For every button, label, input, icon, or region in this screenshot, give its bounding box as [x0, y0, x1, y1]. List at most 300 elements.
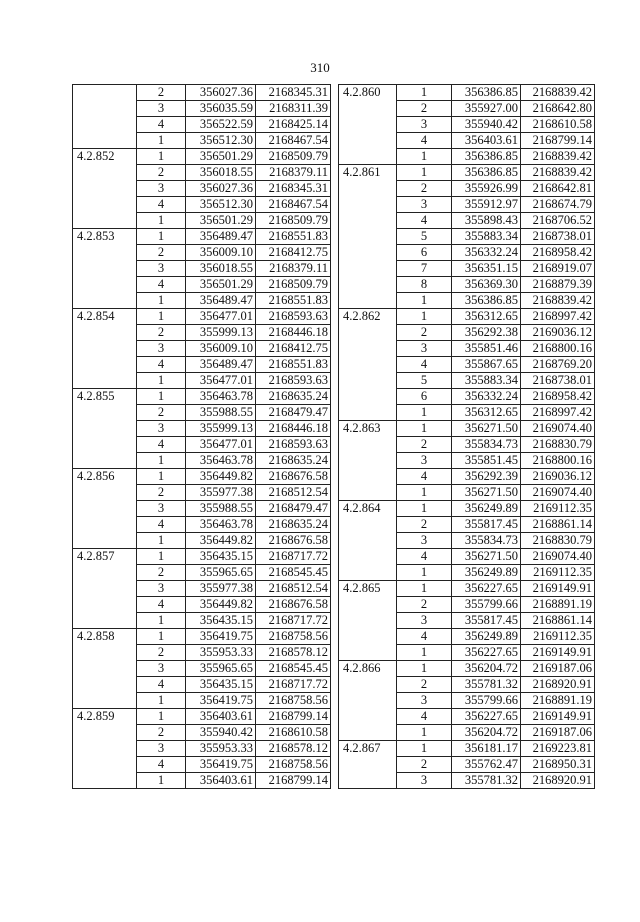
x-coordinate: 356501.29	[186, 213, 256, 229]
point-number: 1	[137, 373, 186, 389]
x-coordinate: 356463.78	[186, 389, 256, 405]
y-coordinate: 2168799.14	[521, 133, 595, 149]
section-number: 4.2.864	[339, 501, 397, 581]
point-number: 1	[137, 149, 186, 165]
x-coordinate: 356018.55	[186, 165, 256, 181]
point-number: 3	[137, 581, 186, 597]
y-coordinate: 2168379.11	[256, 261, 331, 277]
table-row	[73, 229, 331, 245]
point-number: 1	[397, 85, 452, 101]
y-coordinate: 2168509.79	[256, 149, 331, 165]
y-coordinate: 2168891.19	[521, 693, 595, 709]
x-coordinate: 355926.99	[452, 181, 521, 197]
point-number: 1	[137, 293, 186, 309]
x-coordinate: 356292.39	[452, 469, 521, 485]
x-coordinate: 356477.01	[186, 309, 256, 325]
y-coordinate: 2168879.39	[521, 277, 595, 293]
x-coordinate: 355999.13	[186, 421, 256, 437]
x-coordinate: 356204.72	[452, 725, 521, 741]
y-coordinate: 2168412.75	[256, 245, 331, 261]
x-coordinate: 355940.42	[186, 725, 256, 741]
point-number: 2	[137, 565, 186, 581]
table-row	[73, 629, 331, 645]
x-coordinate: 355999.13	[186, 325, 256, 341]
point-number: 4	[397, 629, 452, 645]
table-row	[339, 501, 595, 517]
point-number: 2	[397, 181, 452, 197]
point-number: 6	[397, 389, 452, 405]
y-coordinate: 2168830.79	[521, 533, 595, 549]
x-coordinate: 355883.34	[452, 373, 521, 389]
point-number: 3	[397, 773, 452, 789]
y-coordinate: 2168425.14	[256, 117, 331, 133]
x-coordinate: 356522.59	[186, 117, 256, 133]
y-coordinate: 2168635.24	[256, 453, 331, 469]
x-coordinate: 356512.30	[186, 133, 256, 149]
y-coordinate: 2168799.14	[256, 709, 331, 725]
table-row	[73, 149, 331, 165]
point-number: 1	[397, 149, 452, 165]
x-coordinate: 356227.65	[452, 581, 521, 597]
section-number	[73, 85, 137, 149]
point-number: 3	[137, 101, 186, 117]
point-number: 1	[397, 645, 452, 661]
y-coordinate: 2168758.56	[256, 757, 331, 773]
point-number: 4	[397, 469, 452, 485]
x-coordinate: 356312.65	[452, 309, 521, 325]
x-coordinate: 356477.01	[186, 373, 256, 389]
point-number: 1	[137, 549, 186, 565]
x-coordinate: 355834.73	[452, 437, 521, 453]
table-row	[339, 165, 595, 181]
point-number: 3	[137, 341, 186, 357]
point-number: 1	[137, 389, 186, 405]
y-coordinate: 2169223.81	[521, 741, 595, 757]
y-coordinate: 2168839.42	[521, 149, 595, 165]
y-coordinate: 2168593.63	[256, 437, 331, 453]
point-number: 1	[137, 693, 186, 709]
point-number: 1	[137, 229, 186, 245]
x-coordinate: 355953.33	[186, 741, 256, 757]
point-number: 1	[397, 581, 452, 597]
x-coordinate: 356489.47	[186, 229, 256, 245]
x-coordinate: 356332.24	[452, 245, 521, 261]
y-coordinate: 2168635.24	[256, 517, 331, 533]
point-number: 7	[397, 261, 452, 277]
x-coordinate: 356249.89	[452, 501, 521, 517]
y-coordinate: 2168839.42	[521, 293, 595, 309]
point-number: 1	[137, 213, 186, 229]
y-coordinate: 2168512.54	[256, 581, 331, 597]
point-number: 1	[397, 165, 452, 181]
y-coordinate: 2168839.42	[521, 85, 595, 101]
page-number: 310	[310, 60, 330, 75]
x-coordinate: 356009.10	[186, 245, 256, 261]
x-coordinate: 355883.34	[452, 229, 521, 245]
y-coordinate: 2168551.83	[256, 357, 331, 373]
x-coordinate: 356386.85	[452, 165, 521, 181]
point-number: 5	[397, 229, 452, 245]
point-number: 1	[397, 565, 452, 581]
x-coordinate: 355817.45	[452, 613, 521, 629]
x-coordinate: 355834.73	[452, 533, 521, 549]
section-number: 4.2.858	[73, 629, 137, 709]
x-coordinate: 355898.43	[452, 213, 521, 229]
point-number: 4	[137, 197, 186, 213]
y-coordinate: 2168997.42	[521, 405, 595, 421]
point-number: 3	[137, 501, 186, 517]
y-coordinate: 2168676.58	[256, 597, 331, 613]
x-coordinate: 356204.72	[452, 661, 521, 677]
point-number: 1	[397, 309, 452, 325]
y-coordinate: 2168674.79	[521, 197, 595, 213]
point-number: 4	[397, 213, 452, 229]
y-coordinate: 2169149.91	[521, 581, 595, 597]
point-number: 1	[137, 133, 186, 149]
point-number: 1	[137, 309, 186, 325]
y-coordinate: 2168642.80	[521, 101, 595, 117]
x-coordinate: 355851.46	[452, 341, 521, 357]
point-number: 3	[397, 613, 452, 629]
point-number: 2	[397, 101, 452, 117]
section-number: 4.2.863	[339, 421, 397, 501]
x-coordinate: 356332.24	[452, 389, 521, 405]
x-coordinate: 356463.78	[186, 453, 256, 469]
y-coordinate: 2169149.91	[521, 645, 595, 661]
point-number: 4	[137, 437, 186, 453]
table-row	[339, 309, 595, 325]
x-coordinate: 356312.65	[452, 405, 521, 421]
y-coordinate: 2168545.45	[256, 565, 331, 581]
point-number: 2	[397, 757, 452, 773]
y-coordinate: 2169112.35	[521, 629, 595, 645]
table-row	[339, 421, 595, 437]
y-coordinate: 2168446.18	[256, 325, 331, 341]
coordinates-table-left-body	[73, 85, 331, 789]
point-number: 2	[397, 597, 452, 613]
y-coordinate: 2168717.72	[256, 613, 331, 629]
point-number: 2	[397, 517, 452, 533]
point-number: 2	[137, 645, 186, 661]
x-coordinate: 356271.50	[452, 421, 521, 437]
y-coordinate: 2169149.91	[521, 709, 595, 725]
x-coordinate: 355977.38	[186, 581, 256, 597]
point-number: 2	[137, 85, 186, 101]
point-number: 1	[397, 661, 452, 677]
x-coordinate: 356035.59	[186, 101, 256, 117]
point-number: 1	[397, 485, 452, 501]
y-coordinate: 2169074.40	[521, 421, 595, 437]
y-coordinate: 2168950.31	[521, 757, 595, 773]
x-coordinate: 355927.00	[452, 101, 521, 117]
x-coordinate: 355762.47	[452, 757, 521, 773]
y-coordinate: 2168769.20	[521, 357, 595, 373]
y-coordinate: 2168593.63	[256, 373, 331, 389]
section-number: 4.2.859	[73, 709, 137, 789]
point-number: 4	[397, 549, 452, 565]
x-coordinate: 355912.97	[452, 197, 521, 213]
x-coordinate: 355867.65	[452, 357, 521, 373]
y-coordinate: 2168509.79	[256, 277, 331, 293]
y-coordinate: 2169112.35	[521, 501, 595, 517]
coordinates-table-right-body	[339, 85, 595, 789]
point-number: 4	[397, 709, 452, 725]
point-number: 2	[397, 437, 452, 453]
y-coordinate: 2169074.40	[521, 485, 595, 501]
point-number: 2	[137, 245, 186, 261]
section-number: 4.2.855	[73, 389, 137, 469]
section-number: 4.2.860	[339, 85, 397, 165]
y-coordinate: 2168578.12	[256, 645, 331, 661]
point-number: 3	[137, 421, 186, 437]
point-number: 1	[137, 613, 186, 629]
x-coordinate: 356292.38	[452, 325, 521, 341]
point-number: 1	[137, 629, 186, 645]
x-coordinate: 355977.38	[186, 485, 256, 501]
y-coordinate: 2168919.07	[521, 261, 595, 277]
point-number: 1	[137, 773, 186, 789]
x-coordinate: 356419.75	[186, 629, 256, 645]
x-coordinate: 355781.32	[452, 773, 521, 789]
y-coordinate: 2168676.58	[256, 469, 331, 485]
point-number: 1	[397, 741, 452, 757]
y-coordinate: 2168479.47	[256, 501, 331, 517]
x-coordinate: 356386.85	[452, 149, 521, 165]
section-number: 4.2.853	[73, 229, 137, 309]
x-coordinate: 356386.85	[452, 293, 521, 309]
y-coordinate: 2168345.31	[256, 85, 331, 101]
x-coordinate: 356449.82	[186, 597, 256, 613]
point-number: 4	[137, 757, 186, 773]
point-number: 4	[137, 597, 186, 613]
point-number: 4	[137, 677, 186, 693]
y-coordinate: 2169036.12	[521, 469, 595, 485]
x-coordinate: 356249.89	[452, 565, 521, 581]
x-coordinate: 356477.01	[186, 437, 256, 453]
y-coordinate: 2168676.58	[256, 533, 331, 549]
table-row	[73, 85, 331, 101]
y-coordinate: 2168467.54	[256, 133, 331, 149]
section-number: 4.2.861	[339, 165, 397, 309]
y-coordinate: 2168446.18	[256, 421, 331, 437]
table-row	[73, 389, 331, 405]
x-coordinate: 355953.33	[186, 645, 256, 661]
point-number: 8	[397, 277, 452, 293]
x-coordinate: 356449.82	[186, 469, 256, 485]
y-coordinate: 2168738.01	[521, 373, 595, 389]
x-coordinate: 356027.36	[186, 85, 256, 101]
y-coordinate: 2168467.54	[256, 197, 331, 213]
y-coordinate: 2168642.81	[521, 181, 595, 197]
point-number: 1	[137, 453, 186, 469]
point-number: 2	[137, 485, 186, 501]
y-coordinate: 2168920.91	[521, 677, 595, 693]
x-coordinate: 356181.17	[452, 741, 521, 757]
x-coordinate: 355940.42	[452, 117, 521, 133]
y-coordinate: 2168920.91	[521, 773, 595, 789]
point-number: 4	[137, 277, 186, 293]
x-coordinate: 356351.15	[452, 261, 521, 277]
y-coordinate: 2168610.58	[521, 117, 595, 133]
y-coordinate: 2168958.42	[521, 389, 595, 405]
y-coordinate: 2168509.79	[256, 213, 331, 229]
x-coordinate: 356403.61	[186, 773, 256, 789]
section-number: 4.2.856	[73, 469, 137, 549]
point-number: 1	[137, 469, 186, 485]
x-coordinate: 356009.10	[186, 341, 256, 357]
point-number: 3	[397, 197, 452, 213]
y-coordinate: 2168717.72	[256, 677, 331, 693]
point-number: 6	[397, 245, 452, 261]
x-coordinate: 355965.65	[186, 661, 256, 677]
table-row	[73, 309, 331, 325]
x-coordinate: 355988.55	[186, 501, 256, 517]
section-number: 4.2.867	[339, 741, 397, 789]
point-number: 3	[397, 341, 452, 357]
x-coordinate: 356271.50	[452, 485, 521, 501]
point-number: 3	[397, 533, 452, 549]
table-row	[339, 661, 595, 677]
y-coordinate: 2168379.11	[256, 165, 331, 181]
y-coordinate: 2168551.83	[256, 229, 331, 245]
section-number: 4.2.857	[73, 549, 137, 629]
section-number: 4.2.865	[339, 581, 397, 661]
y-coordinate: 2168512.54	[256, 485, 331, 501]
x-coordinate: 356403.61	[186, 709, 256, 725]
point-number: 1	[137, 533, 186, 549]
point-number: 1	[397, 421, 452, 437]
point-number: 2	[397, 677, 452, 693]
point-number: 2	[397, 325, 452, 341]
x-coordinate: 356249.89	[452, 629, 521, 645]
point-number: 2	[137, 725, 186, 741]
point-number: 4	[137, 357, 186, 373]
x-coordinate: 356386.85	[452, 85, 521, 101]
y-coordinate: 2168610.58	[256, 725, 331, 741]
point-number: 4	[137, 517, 186, 533]
point-number: 1	[397, 501, 452, 517]
x-coordinate: 356018.55	[186, 261, 256, 277]
y-coordinate: 2168861.14	[521, 613, 595, 629]
point-number: 1	[397, 725, 452, 741]
point-number: 3	[397, 693, 452, 709]
point-number: 3	[137, 181, 186, 197]
y-coordinate: 2168800.16	[521, 453, 595, 469]
x-coordinate: 356512.30	[186, 197, 256, 213]
y-coordinate: 2169187.06	[521, 725, 595, 741]
point-number: 5	[397, 373, 452, 389]
x-coordinate: 356435.15	[186, 677, 256, 693]
y-coordinate: 2168861.14	[521, 517, 595, 533]
point-number: 3	[137, 741, 186, 757]
x-coordinate: 356227.65	[452, 645, 521, 661]
x-coordinate: 356403.61	[452, 133, 521, 149]
section-number: 4.2.854	[73, 309, 137, 389]
y-coordinate: 2168891.19	[521, 597, 595, 613]
y-coordinate: 2168545.45	[256, 661, 331, 677]
point-number: 1	[137, 709, 186, 725]
x-coordinate: 355799.66	[452, 597, 521, 613]
y-coordinate: 2168593.63	[256, 309, 331, 325]
section-number: 4.2.852	[73, 149, 137, 229]
table-row	[339, 741, 595, 757]
x-coordinate: 356419.75	[186, 757, 256, 773]
y-coordinate: 2168997.42	[521, 309, 595, 325]
y-coordinate: 2169187.06	[521, 661, 595, 677]
y-coordinate: 2168345.31	[256, 181, 331, 197]
x-coordinate: 355817.45	[452, 517, 521, 533]
point-number: 2	[137, 405, 186, 421]
x-coordinate: 355965.65	[186, 565, 256, 581]
x-coordinate: 356027.36	[186, 181, 256, 197]
y-coordinate: 2169036.12	[521, 325, 595, 341]
x-coordinate: 356227.65	[452, 709, 521, 725]
table-row	[339, 581, 595, 597]
y-coordinate: 2169112.35	[521, 565, 595, 581]
y-coordinate: 2168799.14	[256, 773, 331, 789]
y-coordinate: 2168311.39	[256, 101, 331, 117]
x-coordinate: 356463.78	[186, 517, 256, 533]
point-number: 4	[397, 357, 452, 373]
x-coordinate: 356501.29	[186, 149, 256, 165]
y-coordinate: 2168839.42	[521, 165, 595, 181]
y-coordinate: 2168412.75	[256, 341, 331, 357]
y-coordinate: 2168800.16	[521, 341, 595, 357]
y-coordinate: 2168635.24	[256, 389, 331, 405]
x-coordinate: 356435.15	[186, 613, 256, 629]
x-coordinate: 355988.55	[186, 405, 256, 421]
x-coordinate: 355799.66	[452, 693, 521, 709]
point-number: 4	[137, 117, 186, 133]
x-coordinate: 356489.47	[186, 357, 256, 373]
y-coordinate: 2168738.01	[521, 229, 595, 245]
x-coordinate: 356489.47	[186, 293, 256, 309]
y-coordinate: 2168551.83	[256, 293, 331, 309]
table-row	[339, 85, 595, 101]
section-number: 4.2.866	[339, 661, 397, 741]
x-coordinate: 356369.30	[452, 277, 521, 293]
point-number: 2	[137, 165, 186, 181]
point-number: 1	[397, 405, 452, 421]
x-coordinate: 356419.75	[186, 693, 256, 709]
table-row	[73, 709, 331, 725]
y-coordinate: 2168479.47	[256, 405, 331, 421]
table-row	[73, 469, 331, 485]
x-coordinate: 356501.29	[186, 277, 256, 293]
x-coordinate: 356449.82	[186, 533, 256, 549]
y-coordinate: 2168830.79	[521, 437, 595, 453]
x-coordinate: 356271.50	[452, 549, 521, 565]
x-coordinate: 355851.45	[452, 453, 521, 469]
point-number: 4	[397, 133, 452, 149]
point-number: 3	[397, 117, 452, 133]
coordinates-table-right	[338, 84, 595, 789]
y-coordinate: 2168758.56	[256, 693, 331, 709]
coordinates-table-left	[72, 84, 331, 789]
x-coordinate: 355781.32	[452, 677, 521, 693]
y-coordinate: 2168958.42	[521, 245, 595, 261]
point-number: 3	[397, 453, 452, 469]
x-coordinate: 356435.15	[186, 549, 256, 565]
point-number: 1	[397, 293, 452, 309]
section-number: 4.2.862	[339, 309, 397, 421]
y-coordinate: 2168578.12	[256, 741, 331, 757]
y-coordinate: 2168706.52	[521, 213, 595, 229]
y-coordinate: 2168758.56	[256, 629, 331, 645]
point-number: 3	[137, 261, 186, 277]
point-number: 3	[137, 661, 186, 677]
y-coordinate: 2168717.72	[256, 549, 331, 565]
